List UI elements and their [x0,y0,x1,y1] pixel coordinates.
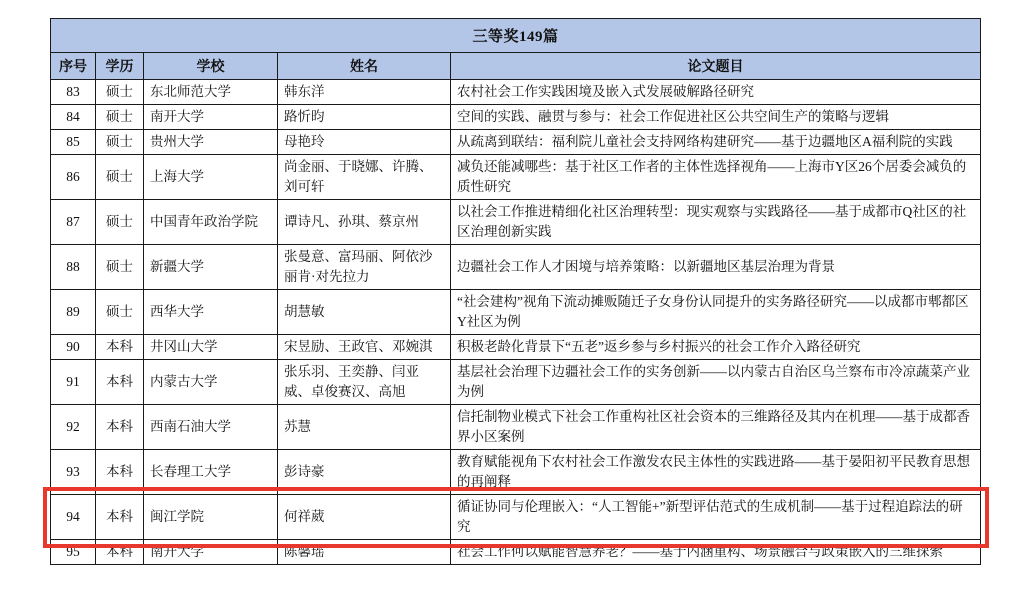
cell-paper-title: “社会建构”视角下流动摊贩随迁子女身份认同提升的实务路径研究——以成都市郫都区Y社区为例 [451,290,981,335]
cell-name: 彭诗豪 [278,450,451,495]
cell-name: 胡慧敏 [278,290,451,335]
cell-degree: 硕士 [96,155,144,200]
cell-school: 南开大学 [144,105,278,130]
table-row [51,405,981,450]
table-header-row [51,53,981,80]
cell-no: 86 [51,155,96,200]
cell-paper-title: 社会工作何以赋能智慧养老？——基于内涵重构、场景融合与政策嵌入的三维探索 [451,540,981,565]
cell-paper-title: 教育赋能视角下农村社会工作激发农民主体性的实践进路——基于晏阳初平民教育思想的再阐释 [451,450,981,495]
table-row [51,360,981,405]
table-row [51,290,981,335]
cell-no: 94 [51,495,96,540]
cell-name: 谭诗凡、孙琪、蔡京州 [278,200,451,245]
cell-school: 东北师范大学 [144,80,278,105]
cell-no: 90 [51,335,96,360]
cell-degree: 本科 [96,405,144,450]
cell-degree: 硕士 [96,290,144,335]
cell-school: 上海大学 [144,155,278,200]
cell-no: 87 [51,200,96,245]
cell-paper-title: 信托制物业模式下社会工作重构社区社会资本的三维路径及其内在机理——基于成都香界小区案例 [451,405,981,450]
cell-paper-title: 基层社会治理下边疆社会工作的实务创新——以内蒙古自治区乌兰察布市冷凉蔬菜产业为例 [451,360,981,405]
cell-paper-title: 空间的实践、融贯与参与：社会工作促进社区公共空间生产的策略与逻辑 [451,105,981,130]
cell-school: 南开大学 [144,540,278,565]
column-header-name: 姓名 [278,53,451,80]
table-row [51,105,981,130]
column-header-degree: 学历 [96,53,144,80]
table-title-row [51,19,981,53]
cell-no: 93 [51,450,96,495]
column-header-no: 序号 [51,53,96,80]
table-title: 三等奖149篇 [51,19,981,53]
document-page [50,18,980,565]
cell-no: 95 [51,540,96,565]
cell-name: 陈馨瑶 [278,540,451,565]
table-row [51,450,981,495]
cell-name: 母艳玲 [278,130,451,155]
cell-school: 闽江学院 [144,495,278,540]
cell-school: 长春理工大学 [144,450,278,495]
table-row [51,130,981,155]
cell-no: 92 [51,405,96,450]
cell-school: 内蒙古大学 [144,360,278,405]
cell-no: 85 [51,130,96,155]
cell-name: 张乐羽、王奕静、闫亚威、卓俊赛汉、高旭 [278,360,451,405]
table-row [51,200,981,245]
cell-name: 何祥葳 [278,495,451,540]
cell-degree: 本科 [96,540,144,565]
table-row [51,80,981,105]
cell-paper-title: 从疏离到联结：福利院儿童社会支持网络构建研究——基于边疆地区A福利院的实践 [451,130,981,155]
cell-name: 苏慧 [278,405,451,450]
cell-no: 88 [51,245,96,290]
cell-degree: 硕士 [96,200,144,245]
cell-degree: 硕士 [96,245,144,290]
cell-school: 西华大学 [144,290,278,335]
cell-name: 尚金丽、于晓娜、许腾、刘可轩 [278,155,451,200]
cell-degree: 硕士 [96,80,144,105]
cell-name: 韩东洋 [278,80,451,105]
cell-degree: 本科 [96,450,144,495]
table-row [51,245,981,290]
column-header-school: 学校 [144,53,278,80]
table-row [51,540,981,565]
cell-degree: 硕士 [96,105,144,130]
cell-school: 西南石油大学 [144,405,278,450]
cell-no: 89 [51,290,96,335]
cell-paper-title: 边疆社会工作人才困境与培养策略：以新疆地区基层治理为背景 [451,245,981,290]
cell-no: 84 [51,105,96,130]
cell-paper-title: 循证协同与伦理嵌入：“人工智能+”新型评估范式的生成机制——基于过程追踪法的研究 [451,495,981,540]
cell-name: 张曼意、富玛丽、阿依沙丽肯·对先拉力 [278,245,451,290]
cell-degree: 本科 [96,360,144,405]
cell-no: 91 [51,360,96,405]
cell-degree: 本科 [96,335,144,360]
cell-school: 井冈山大学 [144,335,278,360]
column-header-paper-title: 论文题目 [451,53,981,80]
cell-name: 路忻昀 [278,105,451,130]
cell-name: 宋昱励、王政官、邓婉淇 [278,335,451,360]
cell-no: 83 [51,80,96,105]
cell-school: 中国青年政治学院 [144,200,278,245]
table-row [51,335,981,360]
table-row [51,155,981,200]
highlighted-row [51,495,981,540]
cell-paper-title: 农村社会工作实践困境及嵌入式发展破解路径研究 [451,80,981,105]
cell-paper-title: 以社会工作推进精细化社区治理转型：现实观察与实践路径——基于成都市Q社区的社区治理创新实践 [451,200,981,245]
cell-degree: 本科 [96,495,144,540]
cell-school: 贵州大学 [144,130,278,155]
cell-paper-title: 积极老龄化背景下“五老”返乡参与乡村振兴的社会工作介入路径研究 [451,335,981,360]
award-list-table [50,18,981,565]
cell-degree: 硕士 [96,130,144,155]
cell-paper-title: 减负还能减哪些：基于社区工作者的主体性选择视角——上海市Y区26个居委会减负的质性研究 [451,155,981,200]
cell-school: 新疆大学 [144,245,278,290]
